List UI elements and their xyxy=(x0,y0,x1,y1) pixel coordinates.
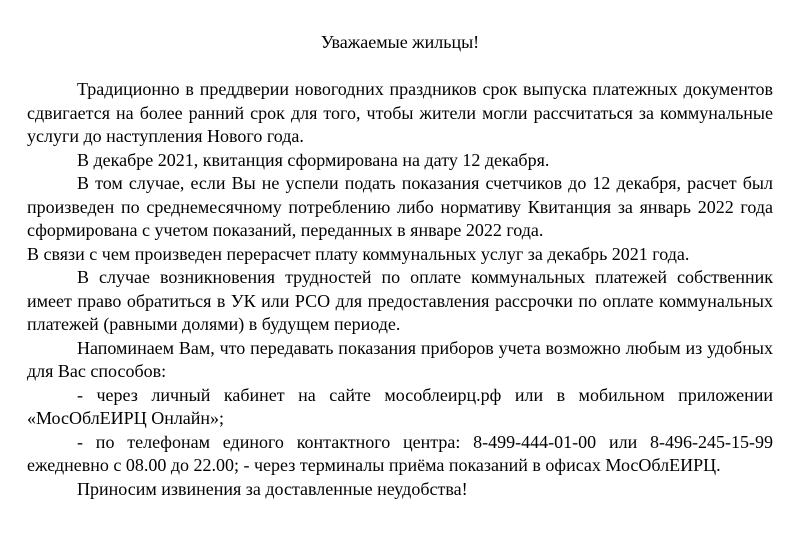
paragraph-receipt-date: В декабре 2021, квитанция сформирована на дату 12 декабря. xyxy=(77,149,550,170)
notice-title: Уважаемые жильцы! xyxy=(320,32,480,52)
paragraph-reminder: Напоминаем Вам, что передавать показания приборов учета возможно любым из удобных для Вас способов: xyxy=(27,337,773,381)
paragraph-apology: Приносим извинения за доставленные неудобства! xyxy=(77,478,468,499)
paragraph-method-online: - через личный кабинет на сайте мособлеирц.рф или в мобильном приложении «МосОблЕИРЦ Онлайн»; xyxy=(27,384,773,428)
paragraph-schedule-shift: Традиционно в преддверии новогодних праздников срок выпуска платежных документов сдвигается на более ранний срок для того, чтобы жители могли рассчитаться за коммунальные услуги до наступления Нового года. xyxy=(27,79,773,146)
paragraph-installment: В случае возникновения трудностей по оплате коммунальных платежей собственник имеет право обратиться в УК или РСО для предоставления рассрочки по оплате коммунальных платежей (равными долями) в будущем периоде. xyxy=(27,267,773,334)
paragraph-recalculation: В связи с чем произведен перерасчет плату коммунальных услуг за декабрь 2021 года. xyxy=(27,243,690,264)
paragraph-method-phone: - по телефонам единого контактного центра: 8-499-444-01-00 или 8-496-245-15-99 ежедневно с 08.00 до 22.00; - через терминалы приёма показаний в офисах МосОблЕИРЦ. xyxy=(27,431,773,475)
paragraph-meter-readings: В том случае, если Вы не успели подать показания счетчиков до 12 декабря, расчет был произведен по среднемесячному потреблению либо нормативу Квитанция за январь 2022 года сформирована с учетом показаний, переданных в январе 2022 года. xyxy=(27,173,773,240)
notice-document xyxy=(27,0,773,501)
notice-body xyxy=(27,78,773,501)
